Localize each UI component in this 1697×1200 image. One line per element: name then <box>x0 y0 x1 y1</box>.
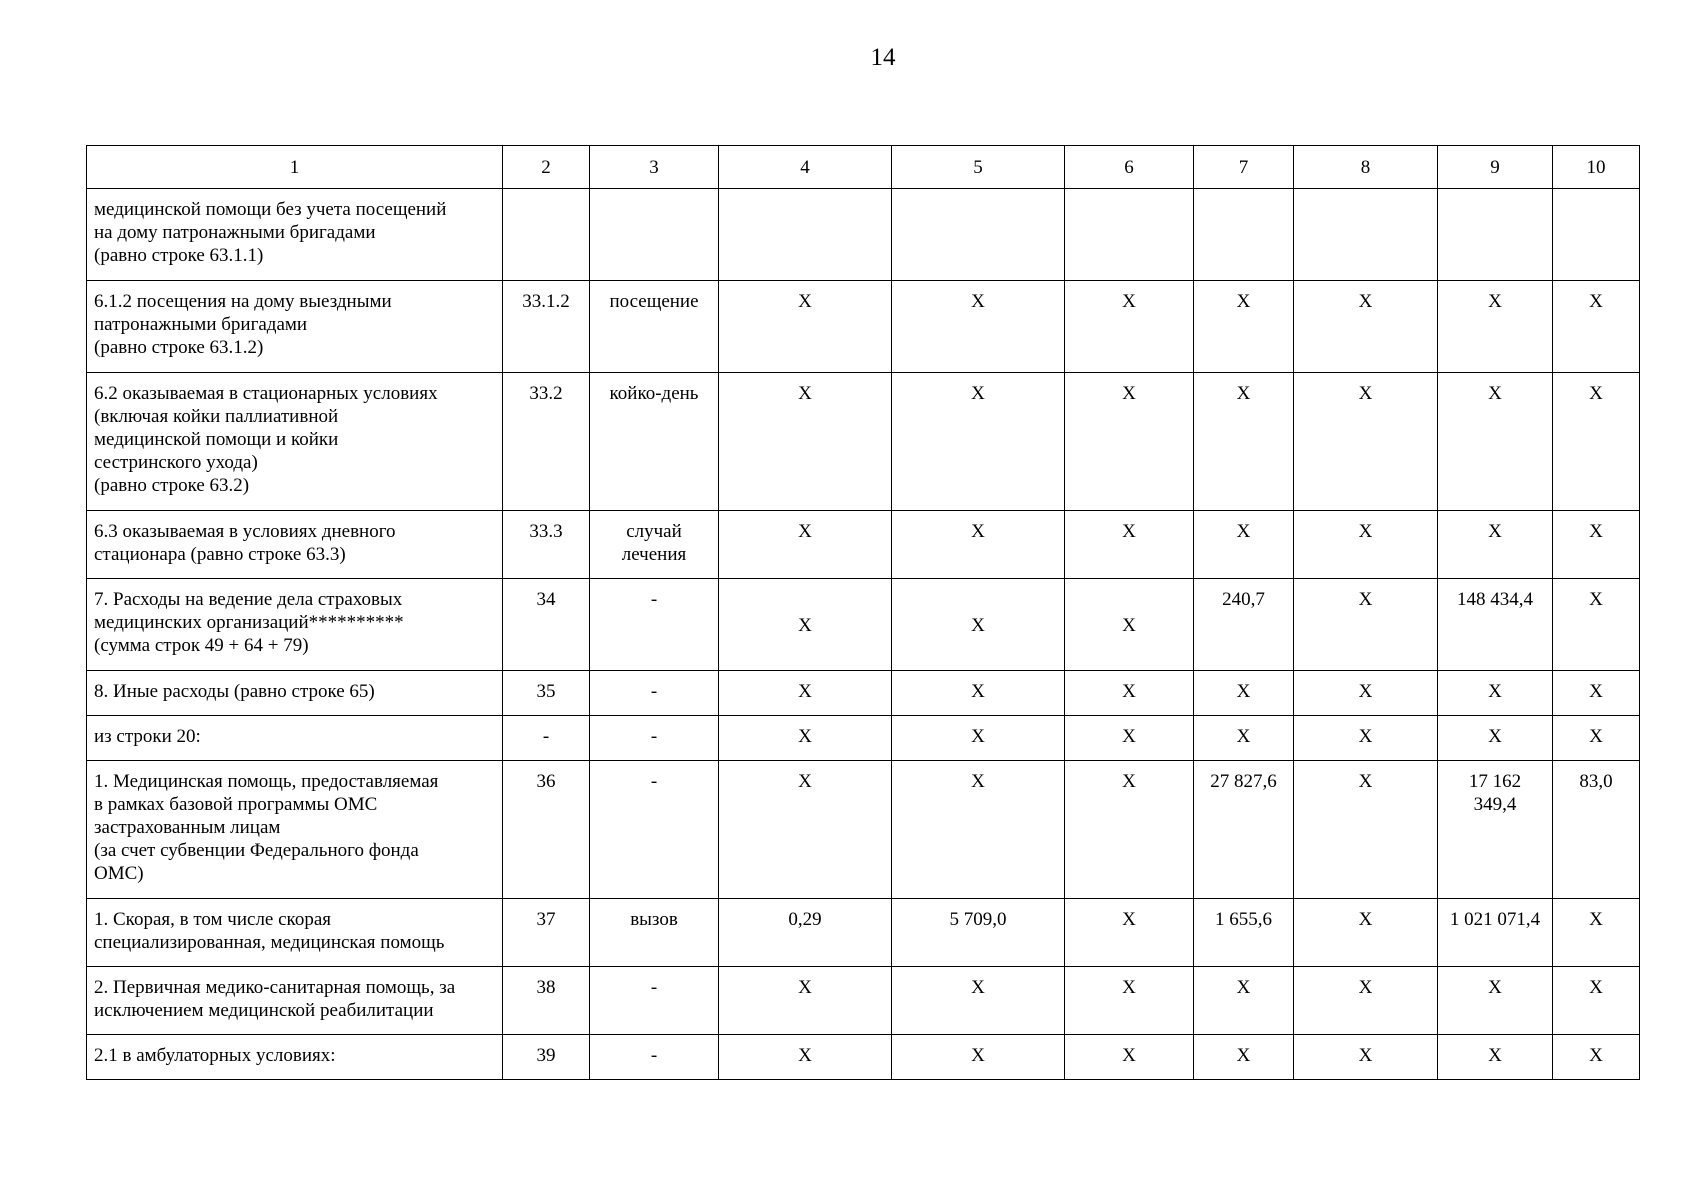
table-cell: X <box>1553 511 1640 579</box>
table-cell: 1 655,6 <box>1194 899 1294 967</box>
table-cell: X <box>892 579 1065 671</box>
table-cell: X <box>1065 579 1194 671</box>
table-cell: 36 <box>503 761 590 899</box>
row-label: 1. Скорая, в том числе скорая специализированная, медицинская помощь <box>87 899 503 967</box>
table-cell: X <box>719 281 892 373</box>
table-cell: X <box>1065 1035 1194 1080</box>
table-cell: X <box>1294 511 1438 579</box>
column-header: 9 <box>1438 146 1553 189</box>
table-row <box>87 511 1640 579</box>
table-cell: X <box>719 716 892 761</box>
table-row <box>87 1035 1640 1080</box>
table-cell: X <box>1065 281 1194 373</box>
table-cell: 39 <box>503 1035 590 1080</box>
table-cell <box>1194 189 1294 281</box>
table-cell <box>1553 189 1640 281</box>
table-cell: X <box>1194 671 1294 716</box>
row-label: 6.2 оказываемая в стационарных условиях (включая койки паллиативной медицинской помощи и койки сестринского ухода) (равно строке 63.2) <box>87 373 503 511</box>
table-cell: 33.1.2 <box>503 281 590 373</box>
table-cell: X <box>1553 373 1640 511</box>
column-header: 1 <box>87 146 503 189</box>
table-cell: посещение <box>590 281 719 373</box>
table-cell: X <box>1553 899 1640 967</box>
row-label: 8. Иные расходы (равно строке 65) <box>87 671 503 716</box>
table-cell: X <box>1065 716 1194 761</box>
table-cell: X <box>1294 899 1438 967</box>
row-label: 6.1.2 посещения на дому выездными патронажными бригадами (равно строке 63.1.2) <box>87 281 503 373</box>
table-cell: X <box>1438 511 1553 579</box>
table-cell: X <box>719 967 892 1035</box>
table-cell: X <box>719 511 892 579</box>
table-row <box>87 189 1640 281</box>
table-cell: X <box>1438 281 1553 373</box>
table-cell: 33.2 <box>503 373 590 511</box>
column-header: 5 <box>892 146 1065 189</box>
table-cell: X <box>1553 579 1640 671</box>
table-cell <box>1438 189 1553 281</box>
row-label: медицинской помощи без учета посещений на дому патронажными бригадами (равно строке 63.1.1) <box>87 189 503 281</box>
table-cell: койко-день <box>590 373 719 511</box>
table-cell: X <box>1553 1035 1640 1080</box>
table-cell <box>503 189 590 281</box>
table-cell: X <box>1065 373 1194 511</box>
column-header: 6 <box>1065 146 1194 189</box>
table-cell: 1 021 071,4 <box>1438 899 1553 967</box>
table-cell: 35 <box>503 671 590 716</box>
table-cell: случай лечения <box>590 511 719 579</box>
table-row <box>87 716 1640 761</box>
table-cell: X <box>892 761 1065 899</box>
row-label: 7. Расходы на ведение дела страховых медицинских организаций********** (сумма строк 49 + 64 + 79) <box>87 579 503 671</box>
table-cell <box>892 189 1065 281</box>
data-table <box>86 145 1640 1080</box>
table-row <box>87 761 1640 899</box>
table-cell: X <box>1553 281 1640 373</box>
table-cell: X <box>1438 716 1553 761</box>
table-cell: X <box>1438 373 1553 511</box>
table-row <box>87 281 1640 373</box>
table-cell <box>719 189 892 281</box>
table-cell: X <box>1065 967 1194 1035</box>
table-cell: X <box>892 716 1065 761</box>
table-cell: X <box>1294 281 1438 373</box>
table-row <box>87 899 1640 967</box>
row-label: 2. Первичная медико-санитарная помощь, за исключением медицинской реабилитации <box>87 967 503 1035</box>
table-cell: вызов <box>590 899 719 967</box>
table-cell: X <box>1194 967 1294 1035</box>
table-cell: 0,29 <box>719 899 892 967</box>
table-cell <box>1065 189 1194 281</box>
table-cell <box>590 189 719 281</box>
row-label: 2.1 в амбулаторных условиях: <box>87 1035 503 1080</box>
table-cell: X <box>1294 1035 1438 1080</box>
column-header: 8 <box>1294 146 1438 189</box>
column-header: 2 <box>503 146 590 189</box>
table-cell: 240,7 <box>1194 579 1294 671</box>
table-cell: X <box>1294 671 1438 716</box>
table-cell: X <box>1438 967 1553 1035</box>
table-cell: X <box>1194 373 1294 511</box>
table-cell: X <box>892 1035 1065 1080</box>
table-cell: - <box>503 716 590 761</box>
table-cell: X <box>892 373 1065 511</box>
table-cell: X <box>1553 671 1640 716</box>
table-cell: X <box>1194 1035 1294 1080</box>
table-cell: X <box>892 967 1065 1035</box>
column-header: 10 <box>1553 146 1640 189</box>
table-cell: - <box>590 716 719 761</box>
table-cell: X <box>1194 281 1294 373</box>
table-cell: 17 162 349,4 <box>1438 761 1553 899</box>
table-cell: X <box>719 1035 892 1080</box>
table-cell: X <box>1194 716 1294 761</box>
table-cell: X <box>1294 761 1438 899</box>
table-cell: 37 <box>503 899 590 967</box>
row-label: 6.3 оказываемая в условиях дневного стационара (равно строке 63.3) <box>87 511 503 579</box>
table-cell: 5 709,0 <box>892 899 1065 967</box>
table-cell: X <box>1065 511 1194 579</box>
table-cell: 34 <box>503 579 590 671</box>
table-row <box>87 373 1640 511</box>
table-cell: 33.3 <box>503 511 590 579</box>
table-cell: 148 434,4 <box>1438 579 1553 671</box>
table-cell: - <box>590 761 719 899</box>
page-number: 14 <box>870 44 896 71</box>
table-cell: X <box>719 761 892 899</box>
column-header: 7 <box>1194 146 1294 189</box>
table-cell: X <box>1294 967 1438 1035</box>
table-header-row <box>87 146 1640 189</box>
table-cell: X <box>719 373 892 511</box>
table-cell: X <box>892 281 1065 373</box>
table-cell: X <box>1065 899 1194 967</box>
table-cell: X <box>1553 716 1640 761</box>
table-cell: X <box>719 671 892 716</box>
table-cell: X <box>892 511 1065 579</box>
table-cell: 38 <box>503 967 590 1035</box>
table-cell: X <box>1294 373 1438 511</box>
row-label: 1. Медицинская помощь, предоставляемая в рамках базовой программы ОМС застрахованным лицам (за счет субвенции Федерального фонда ОМС) <box>87 761 503 899</box>
table-cell <box>1294 189 1438 281</box>
table-cell: 83,0 <box>1553 761 1640 899</box>
table-cell: - <box>590 579 719 671</box>
table-cell: X <box>1065 671 1194 716</box>
table-row <box>87 579 1640 671</box>
table-cell: - <box>590 967 719 1035</box>
table-row <box>87 671 1640 716</box>
table-cell: X <box>1065 761 1194 899</box>
table-cell: X <box>1553 967 1640 1035</box>
column-header: 3 <box>590 146 719 189</box>
table-cell: 27 827,6 <box>1194 761 1294 899</box>
table-cell: X <box>1438 1035 1553 1080</box>
table-cell: X <box>719 579 892 671</box>
table-cell: X <box>892 671 1065 716</box>
row-label: из строки 20: <box>87 716 503 761</box>
column-header: 4 <box>719 146 892 189</box>
table-row <box>87 967 1640 1035</box>
table-cell: X <box>1294 716 1438 761</box>
table-cell: - <box>590 671 719 716</box>
table-cell: X <box>1294 579 1438 671</box>
table-cell: - <box>590 1035 719 1080</box>
table-cell: X <box>1194 511 1294 579</box>
table-cell: X <box>1438 671 1553 716</box>
